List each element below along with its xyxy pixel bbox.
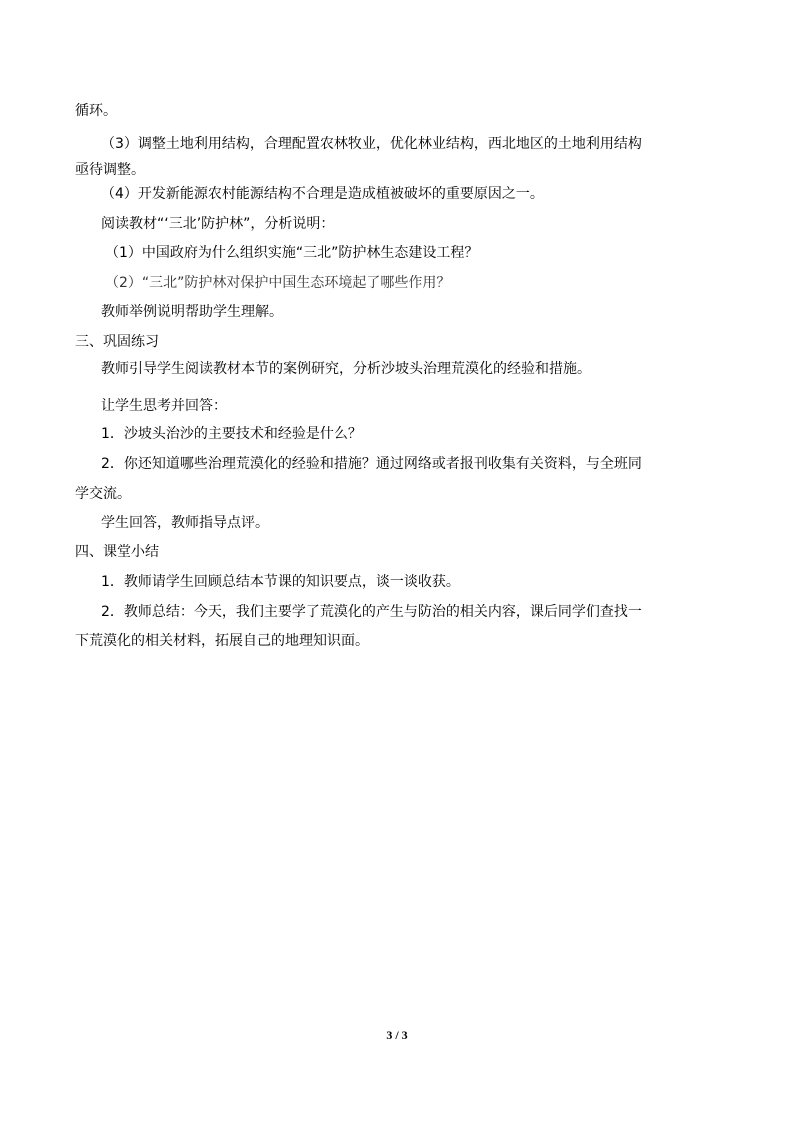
text-line: 下荒漠化的相关材料，拓展自己的地理知识面。 bbox=[75, 633, 369, 649]
text-line: 2．教师总结：今天，我们主要学了荒漠化的产生与防治的相关内容，课后同学们查找一 bbox=[101, 604, 642, 620]
text-line: （2）“三北”防护林对保护中国生态环境起了哪些作用？ bbox=[105, 275, 451, 291]
text-line: 让学生思考并回答： bbox=[101, 398, 227, 414]
text-line: 2．你还知道哪些治理荒漠化的经验和措施？通过网络或者报刊收集有关资料，与全班同 bbox=[101, 456, 642, 472]
page-number: 3 / 3 bbox=[386, 1028, 408, 1042]
section-heading: 四、课堂小结 bbox=[75, 544, 159, 560]
text-line: （4）开发新能源农村能源结构不合理是造成植被破坏的重要原因之一。 bbox=[101, 186, 544, 202]
text-line: 阅读教材“‘三北’防护林”，分析说明： bbox=[101, 216, 335, 232]
text-line: （3）调整土地利用结构，合理配置农林牧业，优化林业结构，西北地区的土地利用结构 bbox=[101, 136, 642, 152]
text-line: 教师引导学生阅读教材本节的案例研究，分析沙坡头治理荒漠化的经验和措施。 bbox=[101, 361, 591, 377]
text-line: 1．教师请学生回顾总结本节课的知识要点，谈一谈收获。 bbox=[101, 574, 460, 590]
text-line: 教师举例说明帮助学生理解。 bbox=[101, 304, 283, 320]
text-line: （1）中国政府为什么组织实施“三北”防护林生态建设工程？ bbox=[105, 245, 479, 261]
text-line: 亟待调整。 bbox=[75, 162, 145, 178]
text-line: 1．沙坡头治沙的主要技术和经验是什么？ bbox=[101, 426, 362, 442]
section-heading: 三、巩固练习 bbox=[75, 334, 159, 350]
text-line: 学交流。 bbox=[75, 486, 131, 502]
text-line: 循环。 bbox=[75, 103, 117, 119]
text-line: 学生回答，教师指导点评。 bbox=[101, 515, 269, 531]
